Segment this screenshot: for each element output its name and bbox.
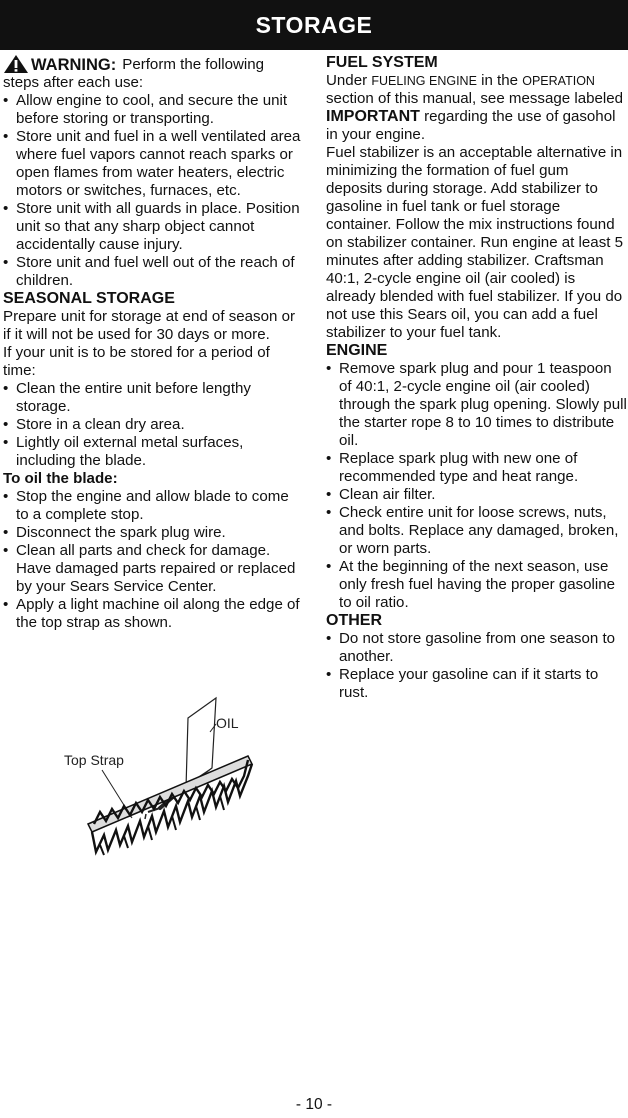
text-run: OPERATION (522, 74, 595, 88)
list-item: • Check entire unit for loose screws, nuts, and bolts. Replace any damaged, broken, or worn parts. (326, 504, 628, 558)
list-item: • Replace your gasoline can if it starts to rust. (326, 666, 628, 702)
warning-label: WARNING: (31, 56, 117, 74)
list-item: • Clean all parts and check for damage. Have damaged parts repaired or replaced by your Sears Service Center. (3, 542, 303, 596)
top-strap-label: Top Strap (64, 752, 124, 768)
warning-intro-part2: steps after each use: (3, 74, 144, 91)
list-item: • Lightly oil external metal surfaces, including the blade. (3, 434, 303, 470)
list-item: • Replace spark plug with new one of recommended type and heat range. (326, 450, 628, 486)
seasonal-storage-heading: SEASONAL STORAGE (3, 290, 175, 307)
other-heading: OTHER (326, 612, 382, 629)
list-item: • Apply a light machine oil along the edge of the top strap as shown. (3, 596, 303, 632)
section-title-banner (0, 0, 628, 50)
list-item: • Store unit and fuel well out of the reach of children. (3, 254, 303, 290)
other-list (326, 630, 628, 702)
left-column (3, 54, 303, 632)
list-item: • Stop the engine and allow blade to come to a complete stop. (3, 488, 303, 524)
warning-line (3, 54, 303, 74)
text-run: FUELING ENGINE (371, 74, 477, 88)
list-item: • Clean the entire unit before lengthy storage. (3, 380, 303, 416)
seasonal-para: If your unit is to be stored for a period of time: (3, 344, 270, 379)
oiling-blade-illustration (60, 690, 290, 880)
list-item: • Disconnect the spark plug wire. (3, 524, 303, 542)
hedge-blade-icon (88, 756, 252, 855)
engine-list (326, 360, 628, 612)
important-label: IMPORTANT (326, 108, 420, 125)
seasonal-para: Prepare unit for storage at end of season or if it will not be used for 30 days or more. (3, 308, 295, 343)
page-title: STORAGE (255, 11, 373, 38)
list-item: • Do not store gasoline from one season to another. (326, 630, 628, 666)
text-run: regarding the use of gasohol in your engine. (326, 108, 616, 143)
oil-label: OIL (216, 715, 239, 731)
list-item: • Store in a clean dry area. (3, 416, 303, 434)
page-number: - 10 - (295, 1096, 333, 1113)
right-column (326, 54, 628, 702)
text-run: in the (481, 72, 519, 89)
oil-blade-heading: To oil the blade: (3, 470, 118, 487)
list-item: • Clean air filter. (326, 486, 628, 504)
list-item: • At the beginning of the next season, use only fresh fuel having the proper gasoline to oil ratio. (326, 558, 628, 612)
list-item: • Remove spark plug and pour 1 teaspoon of 40:1, 2-cycle engine oil (air cooled) through the spark plug opening. Slowly pull the starter rope 8 to 10 times to distribute oil. (326, 360, 628, 450)
warning-list (3, 92, 303, 290)
oil-blade-list (3, 488, 303, 632)
fuel-system-para: Fuel stabilizer is an acceptable alternative in minimizing the formation of fuel gum deposits during storage. Add stabilizer to gasoline in fuel tank or fuel storage container. Follow the mix instructions found on stabilizer container. Run engine at least 5 minutes after adding stabilizer. Craftsman 40:1, 2-cycle engine oil (air cooled) is already blended with fuel stabilizer. If you do not use this Sears oil, you can add a fuel stabilizer to your fuel tank. (326, 144, 624, 341)
text-run: section of this manual, see message labeled (326, 90, 624, 107)
fuel-system-heading: FUEL SYSTEM (326, 54, 438, 71)
list-item: • Store unit with all guards in place. Position unit so that any sharp object cannot accidentally cause injury. (3, 200, 303, 254)
text-run: Under (326, 72, 368, 89)
warning-triangle-icon (3, 54, 29, 74)
list-item: • Store unit and fuel in a well ventilated area where fuel vapors cannot reach sparks or open flames from water heaters, electric motors or switches, furnaces, etc. (3, 128, 303, 200)
engine-heading: ENGINE (326, 342, 388, 359)
warning-intro-part1: Perform the following (122, 56, 265, 73)
list-item: • Allow engine to cool, and secure the unit before storing or transporting. (3, 92, 303, 128)
seasonal-list (3, 380, 303, 470)
fuel-system-para (326, 72, 628, 144)
